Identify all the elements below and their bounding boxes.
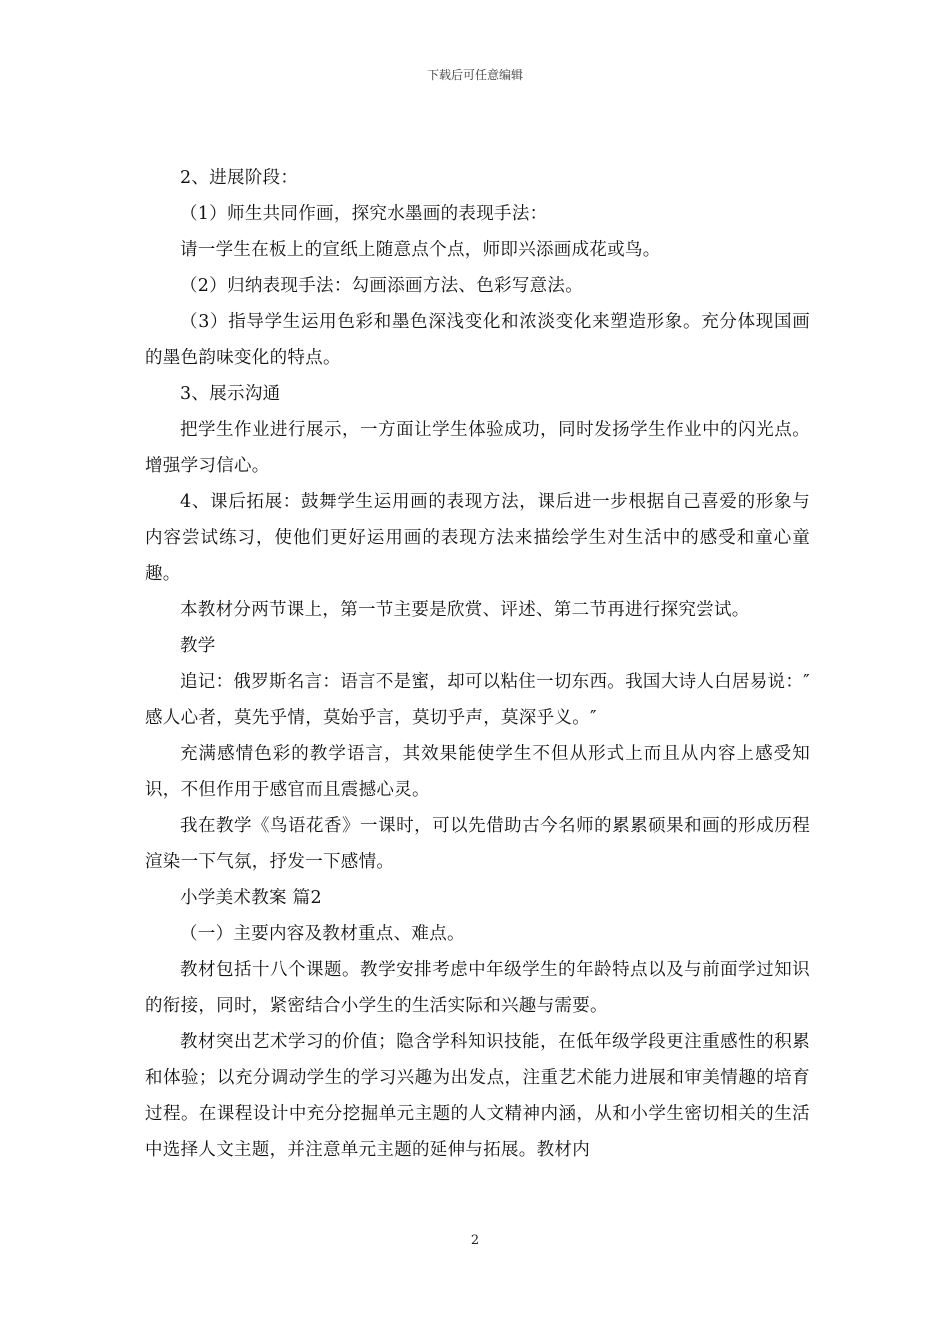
paragraph: 教学 (180, 636, 216, 656)
paragraph: 2、进展阶段： (180, 168, 299, 188)
paragraph: （2）归纳表现手法：勾画添画方法、色彩写意法。 (180, 276, 584, 296)
paragraph: 请一学生在板上的宣纸上随意点个点，师即兴添画成花或鸟。 (180, 240, 661, 260)
paragraph: 充满感情色彩的教学语言，其效果能使学生不但从形式上而且从内容上感受知识，不但作用于感官而且震撼心灵。 (145, 744, 810, 800)
paragraph: （1）师生共同作画，探究水墨画的表现手法： (180, 204, 548, 224)
paragraph: 我在教学《鸟语花香》一课时，可以先借助古今名师的累累硕果和画的形成历程渲染一下气氛，抒发一下感情。 (145, 816, 810, 872)
paragraph: 教材突出艺术学习的价值；隐含学科知识技能，在低年级学段更注重感性的积累和体验；以充分调动学生的学习兴趣为出发点，注重艺术能力进展和审美情趣的培育过程。在课程设计中充分挖掘单元主题的人文精神内涵，从和小学生密切相关的生活中选择人文主题，并注意单元主题的延伸与拓展。教材内 (145, 1032, 810, 1160)
paragraph: 本教材分两节课上，第一节主要是欣赏、评述、第二节再进行探究尝试。 (180, 600, 750, 620)
paragraph: 追记：俄罗斯名言：语言不是蜜，却可以粘住一切东西。我国大诗人白居易说：″感人心者，莫先乎情，莫始乎言，莫切乎声，莫深乎义。″ (145, 672, 810, 728)
paragraph: 3、展示沟通 (180, 384, 281, 404)
paragraph: 4、课后拓展：鼓舞学生运用画的表现方法，课后进一步根据自己喜爱的形象与内容尝试练习，使他们更好运用画的表现方法来描绘学生对生活中的感受和童心童趣。 (145, 492, 810, 584)
paragraph: 教材包括十八个课题。教学安排考虑中年级学生的年龄特点以及与前面学过知识的衔接，同时，紧密结合小学生的生活实际和兴趣与需要。 (145, 960, 810, 1016)
paragraph: 把学生作业进行展示，一方面让学生体验成功，同时发扬学生作业中的闪光点。增强学习信心。 (145, 420, 810, 476)
paragraph: （3）指导学生运用色彩和墨色深浅变化和浓淡变化来塑造形象。充分体现国画的墨色韵味变化的特点。 (145, 312, 810, 368)
section-heading: 小学美术教案 篇2 (180, 888, 322, 908)
paragraph: （一）主要内容及教材重点、难点。 (180, 924, 465, 944)
page-header: 下载后可任意编辑 (426, 68, 523, 82)
page-number: 2 (470, 1233, 480, 1248)
document-body (145, 160, 810, 1168)
